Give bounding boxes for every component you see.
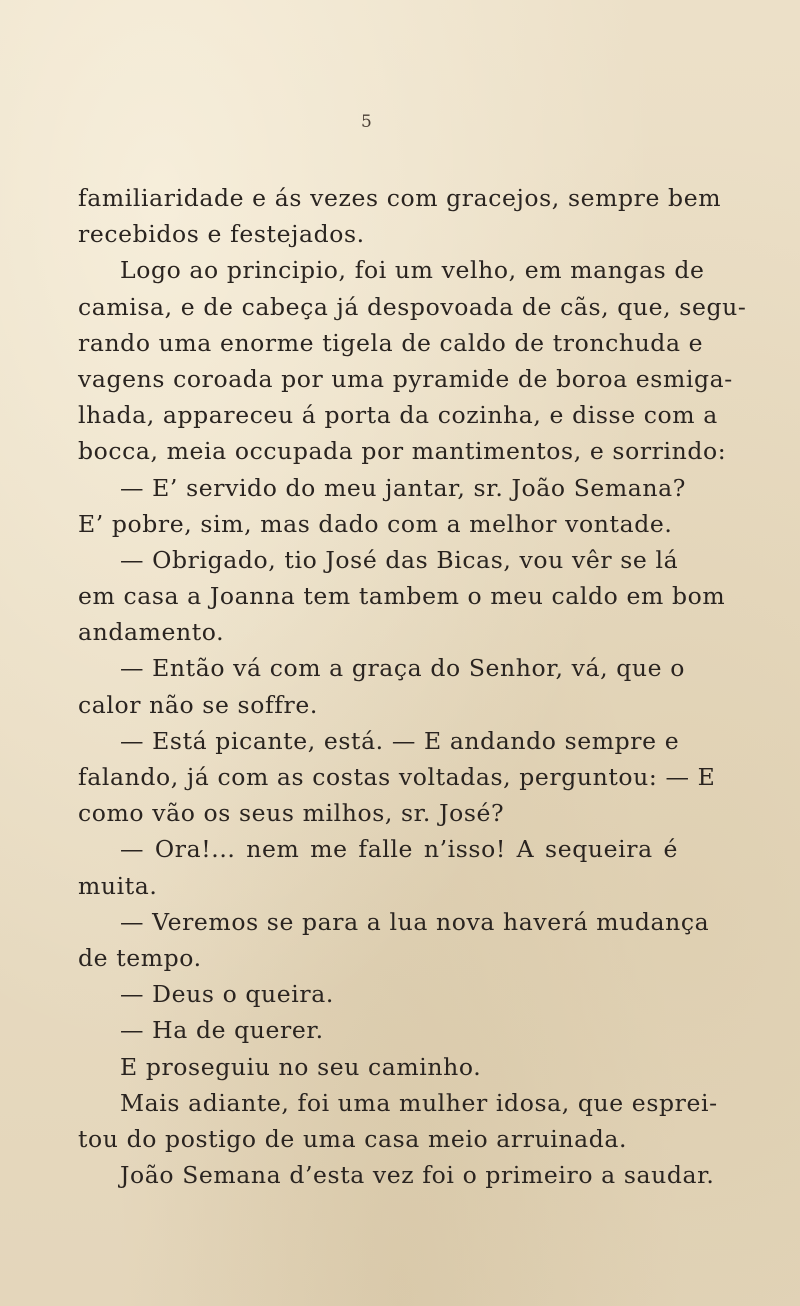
page-number: 5 xyxy=(361,112,372,132)
text-line: falando, já com as costas voltadas, perguntou: — E xyxy=(78,763,716,791)
text-line: vagens coroada por uma pyramide de boroa esmiga- xyxy=(78,364,733,393)
text-line: calor não se soffre. xyxy=(78,690,318,719)
text-line: E’ pobre, sim, mas dado com a melhor vontade. xyxy=(78,509,673,538)
text-line: recebidos e festejados. xyxy=(78,220,365,249)
text-line: rando uma enorme tigela de caldo de tronchuda e xyxy=(78,328,704,357)
text-line: andamento. xyxy=(78,618,225,647)
text-line: Logo ao principio, foi um velho, em mangas de xyxy=(120,256,705,285)
text-line: de tempo. xyxy=(78,943,202,972)
text-line: — Então vá com a graça do Senhor, vá, que o xyxy=(120,654,685,683)
text-line: — E’ servido do meu jantar, sr. João Semana? xyxy=(120,473,686,502)
text-line: Mais adiante, foi uma mulher idosa, que esprei- xyxy=(120,1088,718,1117)
text-line: como vão os seus milhos, sr. José? xyxy=(78,799,505,828)
text-line: — Veremos se para a lua nova haverá mudança xyxy=(120,907,710,936)
text-line: camisa, e de cabeça já despovoada de cãs, que, segu- xyxy=(78,292,747,321)
body-text xyxy=(78,180,747,1193)
text-line: — Está picante, está. — E andando sempre e xyxy=(120,726,680,755)
text-line: João Semana d’esta vez foi o primeiro a saudar. xyxy=(120,1161,715,1190)
text-line: — Obrigado, tio José das Bicas, vou vêr se lá xyxy=(120,545,679,574)
text-line: lhada, appareceu á porta da cozinha, e disse com a xyxy=(78,401,718,430)
text-line: familiaridade e ás vezes com gracejos, sempre bem xyxy=(78,184,722,212)
text-line: muita. xyxy=(78,871,158,900)
text-line: bocca, meia occupada por mantimentos, e sorrindo: xyxy=(78,437,727,466)
text-line: — Deus o queira. xyxy=(120,980,334,1009)
text-line: em casa a Joanna tem tambem o meu caldo em bom xyxy=(78,582,726,611)
text-line: tou do postigo de uma casa meio arruinada. xyxy=(78,1124,628,1153)
text-line: — Ha de querer. xyxy=(120,1016,324,1045)
text-line: E proseguiu no seu caminho. xyxy=(120,1052,482,1081)
text-line: — Ora!... nem me falle n’isso! A sequeira é xyxy=(120,835,678,864)
